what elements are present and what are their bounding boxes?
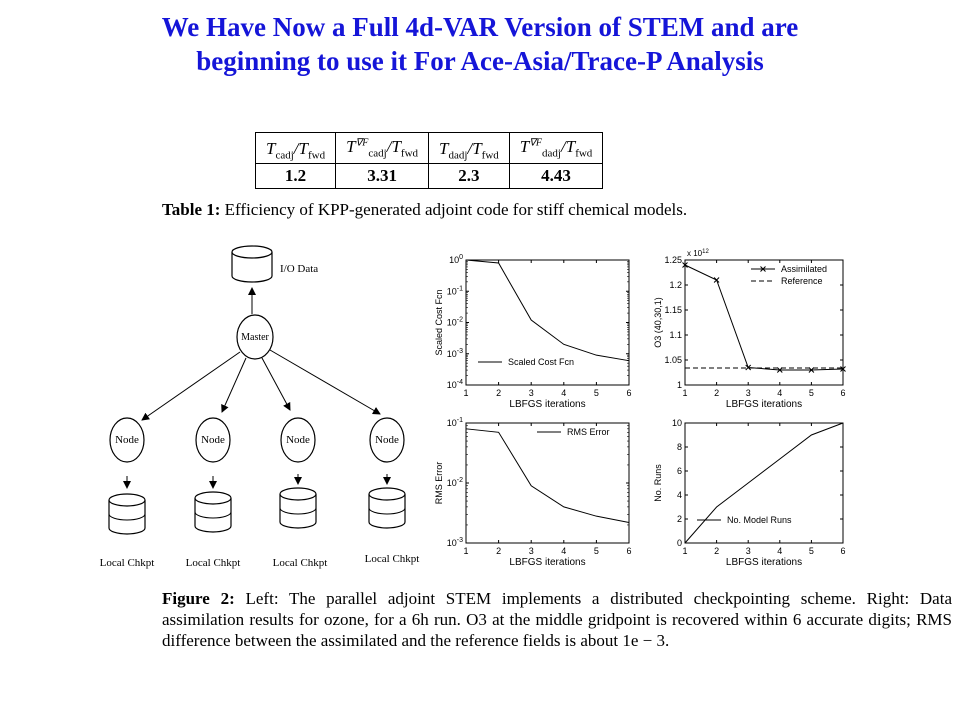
y-tick-label: 1.1	[669, 330, 682, 340]
table-header-cell: $T^{\nabla F}_{dadj}/T_{fwd}$	[509, 133, 603, 164]
table-header-cell: $T_{cadj}/T_{fwd}$	[256, 133, 336, 164]
assimilation-charts	[430, 240, 860, 580]
chkpt-label: Local Chkpt	[99, 557, 155, 569]
master-label: Master	[241, 332, 269, 343]
worker-node	[281, 418, 315, 462]
y-tick-label: $10^{-1}$	[446, 285, 463, 297]
worker-node	[196, 418, 230, 462]
table-value-cell: 4.43	[509, 164, 603, 189]
x-axis-label: LBFGS iterations	[509, 557, 586, 568]
table-header-cell: $T_{dadj}/T_{fwd}$	[429, 133, 510, 164]
io-data-cylinder	[232, 246, 318, 282]
checkpoint-cylinder	[109, 494, 145, 534]
checkpoint-cylinder	[280, 488, 316, 528]
x-tick-label: 5	[808, 388, 814, 398]
table-value-cell: 1.2	[256, 164, 336, 189]
x-tick-label: 1	[682, 546, 688, 556]
table-value-cell: 2.3	[429, 164, 510, 189]
table-value-row	[256, 164, 603, 189]
x-tick-label: 1	[463, 546, 469, 556]
x-tick-label: 1	[463, 388, 469, 398]
y-tick-label: 1.15	[664, 305, 682, 315]
y-tick-label: 1.25	[664, 255, 682, 265]
title-line-1: We Have Now a Full 4d-VAR Version of STEM and are	[161, 12, 799, 42]
y-tick-label: $10^{-3}$	[446, 537, 463, 548]
y-tick-label: 8	[676, 442, 682, 452]
node-label: Node	[201, 434, 225, 446]
x-tick-label: 2	[714, 388, 720, 398]
node-label: Node	[286, 434, 310, 446]
x-tick-label: 5	[593, 388, 599, 398]
x-tick-label: 3	[745, 546, 751, 556]
checkpoint-diagram	[90, 232, 430, 582]
x-tick-label: 4	[561, 388, 567, 398]
node-label: Node	[115, 434, 139, 446]
y-tick-label: 1.05	[664, 355, 682, 365]
y-tick-label: 1.2	[669, 280, 682, 290]
table-header-cell: $T^{\nabla F}_{cadj}/T_{fwd}$	[336, 133, 429, 164]
y-axis-label: Scaled Cost Fcn	[434, 289, 444, 356]
table-value-cell: 3.31	[336, 164, 429, 189]
chart-panel-1	[434, 254, 632, 410]
y-axis-label: O3 (40,30,1)	[653, 297, 663, 348]
chkpt-label: Local Chkpt	[185, 557, 241, 569]
x-tick-label: 4	[561, 546, 567, 556]
chart-panel-4	[653, 418, 846, 568]
x-tick-label: 2	[496, 388, 502, 398]
legend-label: RMS Error	[567, 427, 610, 437]
x-tick-label: 6	[626, 546, 632, 556]
y-tick-label: $10^{-4}$	[446, 379, 463, 390]
worker-node	[110, 418, 144, 462]
io-data-label: I/O Data	[280, 263, 319, 275]
x-tick-label: 4	[777, 388, 783, 398]
table-caption-label: Table 1:	[162, 200, 221, 219]
arrow-master-node-1	[142, 352, 240, 420]
chkpt-label: Local Chkpt	[364, 553, 420, 565]
x-tick-label: 3	[528, 546, 534, 556]
chkpt-label: Local Chkpt	[272, 557, 328, 569]
plot-frame	[685, 423, 843, 543]
table-caption-text: Efficiency of KPP-generated adjoint code for stiff chemical models.	[224, 200, 688, 219]
y-axis-label: No. Runs	[653, 464, 663, 502]
table-header-row	[256, 133, 603, 164]
x-axis-label: LBFGS iterations	[725, 557, 803, 568]
arrow-master-node-2	[222, 358, 246, 412]
x-tick-label: 2	[496, 546, 502, 556]
x-tick-label: 6	[626, 388, 632, 398]
x-tick-label: 2	[714, 546, 720, 556]
checkpoint-cylinder	[369, 488, 405, 528]
y-tick-label: 6	[676, 466, 682, 476]
x-tick-label: 5	[593, 546, 599, 556]
x-tick-label: 4	[777, 546, 783, 556]
y-tick-label: 4	[676, 490, 682, 500]
figure-caption-text: Left: The parallel adjoint STEM implements a distributed checkpointing scheme. Right: Data assimilation results for ozone, for a 6h run. O3 at the middle gridpoint is recovered within 6 accurate digits; RMS difference between the assimilated and the reference fields is about 1e − 3.	[162, 589, 952, 650]
y-tick-label: $10^{-2}$	[446, 316, 463, 328]
node-label: Node	[375, 434, 399, 446]
x-axis-label: LBFGS iterations	[725, 399, 803, 410]
arrow-master-node-3	[262, 358, 290, 410]
y-tick-label: 2	[676, 514, 682, 524]
y-multiplier: x $10^{12}$	[687, 249, 709, 258]
checkpoint-cylinder	[195, 492, 231, 532]
legend-label: No. Model Runs	[727, 515, 792, 525]
efficiency-table	[255, 132, 603, 189]
x-tick-label: 6	[840, 546, 846, 556]
worker-node	[370, 418, 404, 462]
x-tick-label: 3	[745, 388, 751, 398]
master-node	[237, 315, 273, 359]
y-axis-label: RMS Error	[434, 461, 444, 505]
y-tick-label: $10^{-1}$	[446, 417, 463, 428]
x-tick-label: 1	[682, 388, 688, 398]
figure-caption-label: Figure 2:	[162, 589, 235, 608]
y-tick-label: $10^{-2}$	[446, 477, 463, 488]
plot-frame	[466, 423, 629, 543]
figure-caption	[162, 588, 952, 651]
y-tick-label: 10	[671, 418, 682, 428]
table-caption	[162, 200, 687, 220]
y-tick-label: $10^{-3}$	[446, 347, 463, 359]
chart-panel-3	[434, 417, 632, 568]
legend-label: Assimilated	[781, 264, 828, 274]
title-line-2: beginning to use it For Ace-Asia/Trace-P Analysis	[196, 46, 764, 76]
y-tick-label: $10^0$	[449, 254, 463, 265]
x-axis-label: LBFGS iterations	[509, 399, 586, 410]
x-tick-label: 5	[808, 546, 814, 556]
y-tick-label: 1	[676, 380, 682, 390]
legend-label: Reference	[781, 276, 823, 286]
slide-title	[0, 10, 960, 78]
x-tick-label: 3	[528, 388, 534, 398]
y-tick-label: 0	[676, 538, 682, 548]
legend-label: Scaled Cost Fcn	[508, 357, 575, 367]
chart-panel-2	[653, 249, 846, 410]
x-tick-label: 6	[840, 388, 846, 398]
